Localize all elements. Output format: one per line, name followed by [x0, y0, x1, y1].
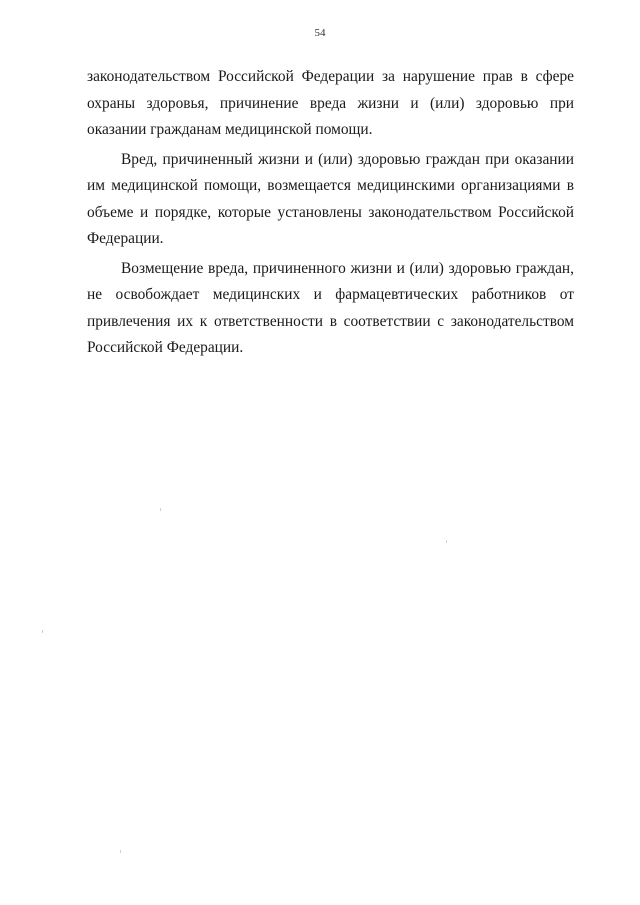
scan-speck [42, 630, 43, 633]
paragraph: Возмещение вреда, причиненного жизни и (или) здоровью граждан, не освобождает медицинских и фармацевтических работников от привлечения их к ответственности в соответствии с законодательством Российской Федерации. [87, 259, 574, 356]
paragraph-continued: законодательством Российской Федерации за нарушение прав в сфере охраны здоровья, причинение вреда жизни и (или) здоровью при оказании гражданам медицинской помощи. [87, 68, 574, 138]
paragraph: Вред, причиненный жизни и (или) здоровью граждан при оказании им медицинской помощи, возмещается медицинскими организациями в объеме и порядке, которые установлены законодательством Российской Федерации. [87, 150, 574, 247]
page-number: 54 [314, 27, 326, 39]
scan-speck [160, 508, 161, 511]
document-body [87, 64, 574, 365]
scan-speck [446, 540, 447, 543]
scan-speck [120, 850, 121, 853]
